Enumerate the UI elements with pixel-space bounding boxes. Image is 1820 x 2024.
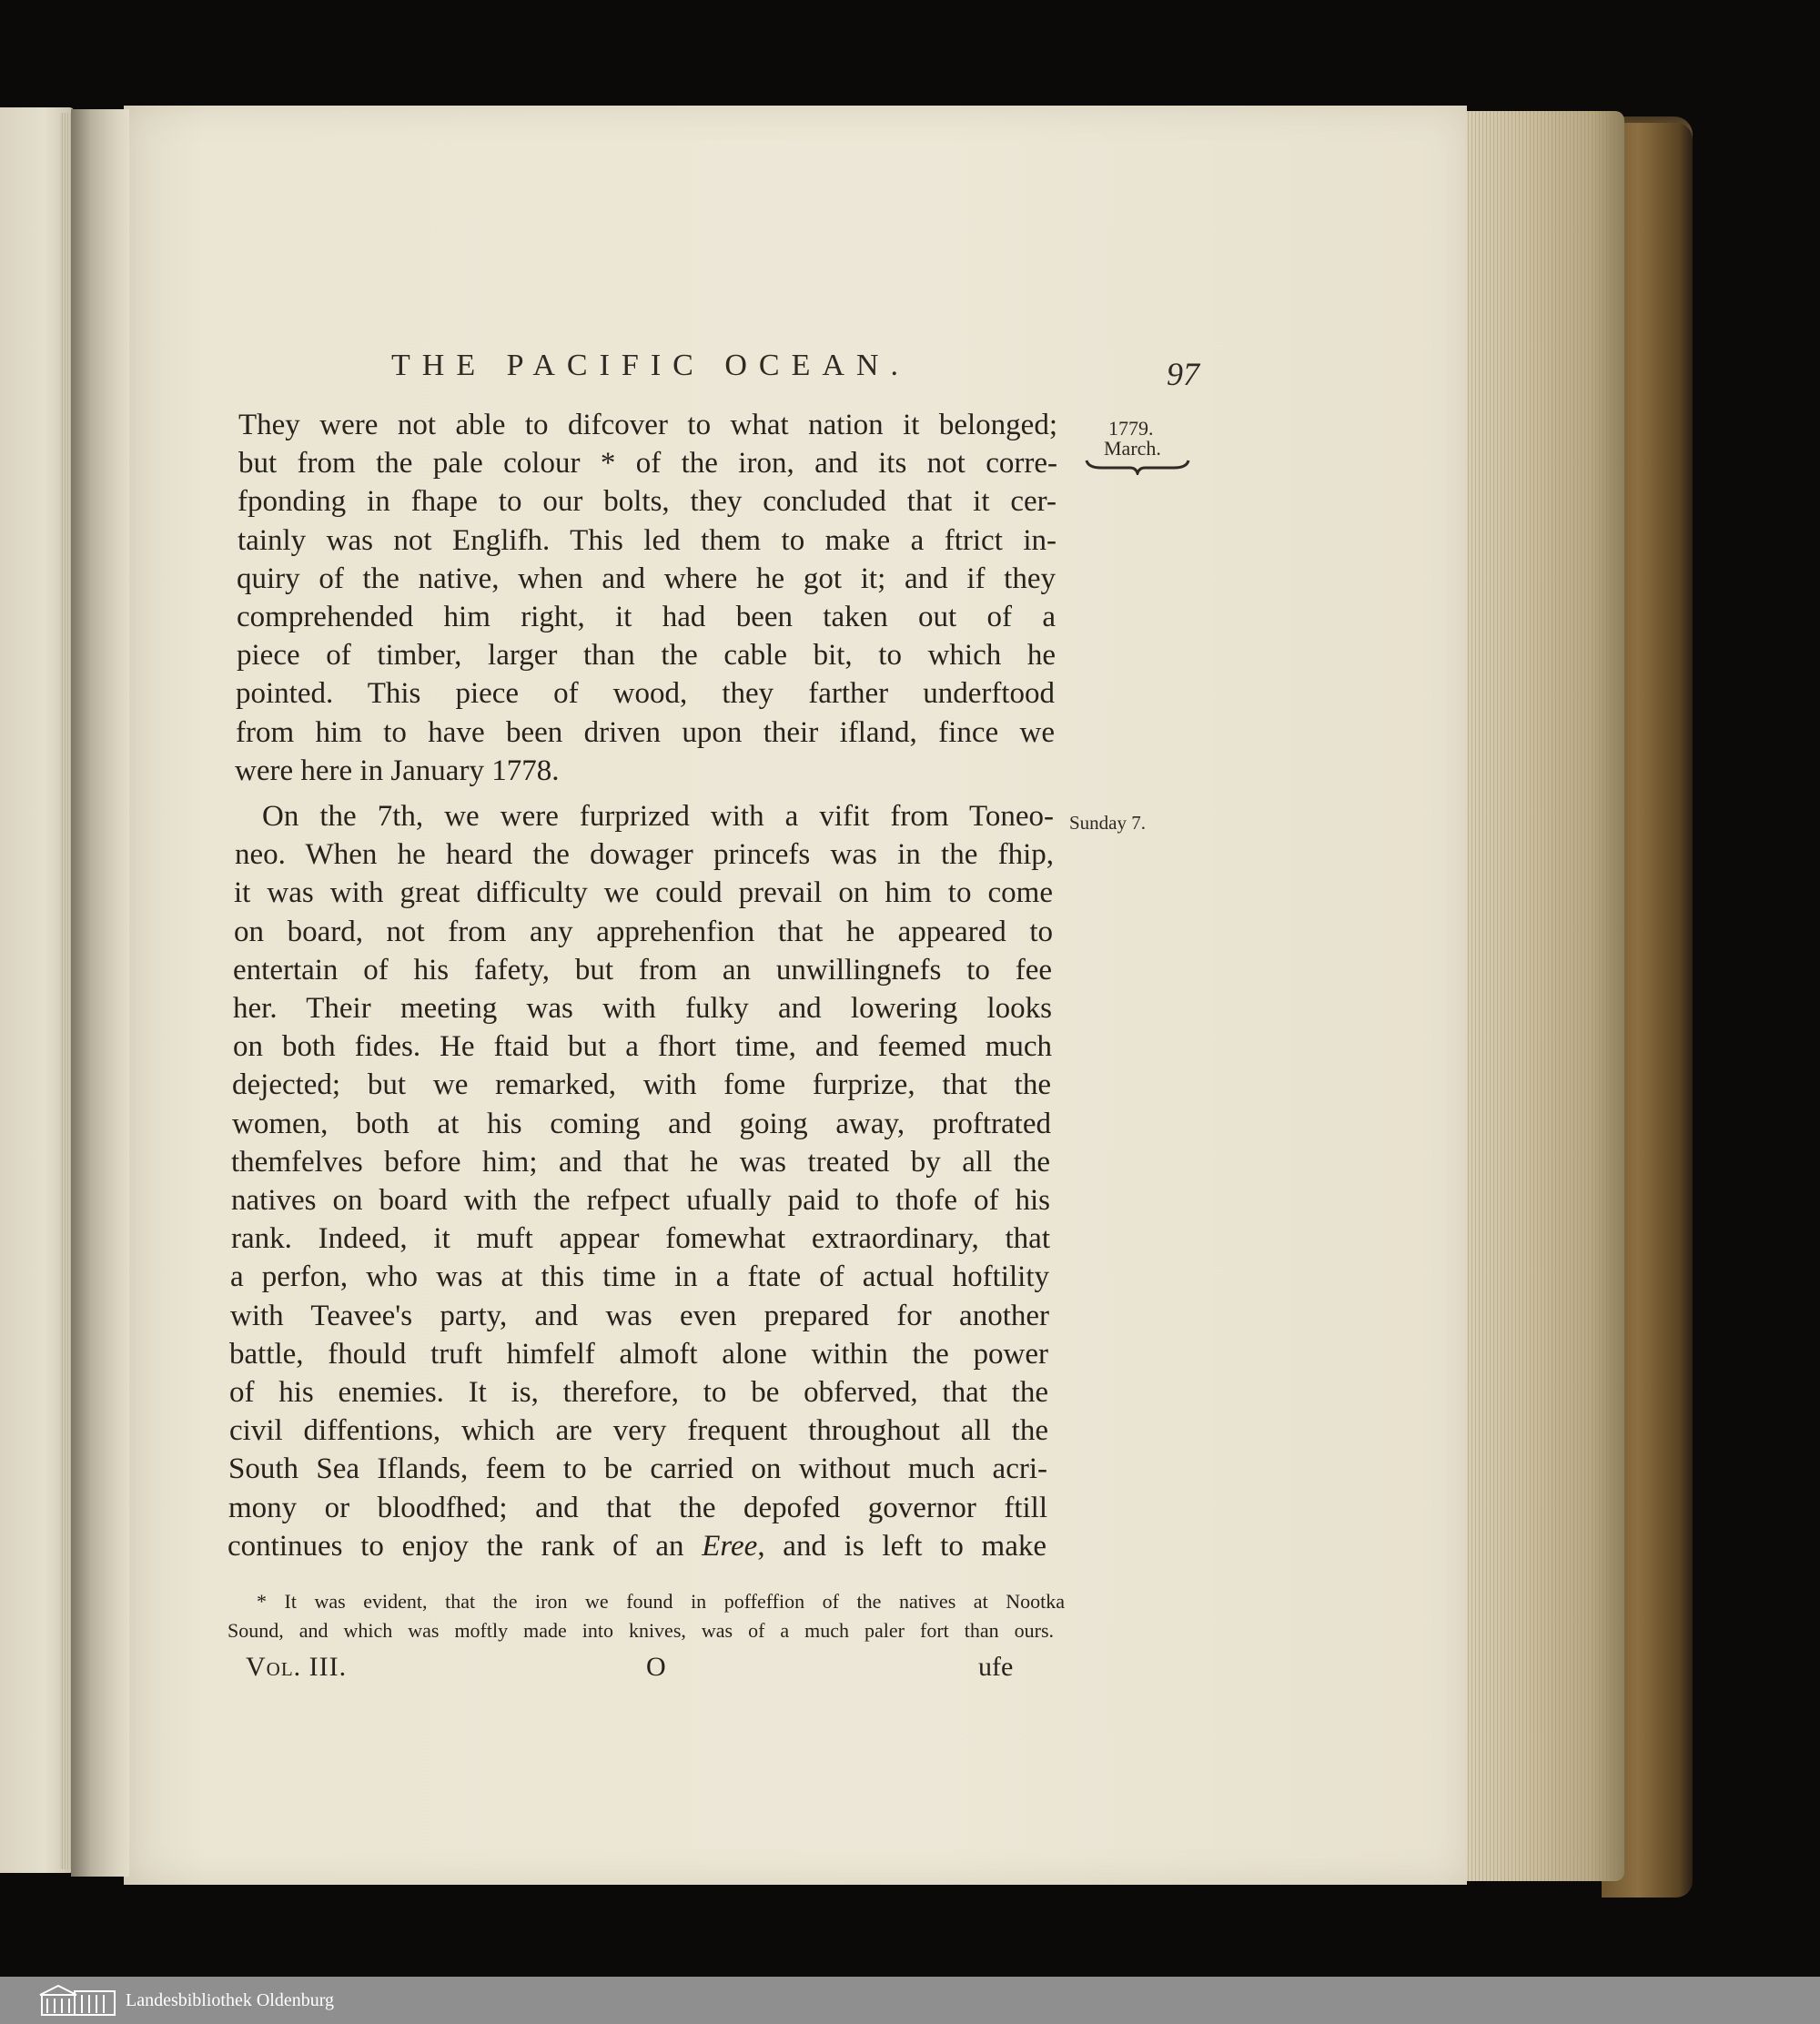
margin-year: 1779. [1108, 417, 1154, 440]
text-line: natives on board with the refpect ufually paid to thofe of his [231, 1184, 1050, 1217]
text-line: neo. When he heard the dowager princefs was in the fhip, [235, 838, 1054, 872]
text-line: themfelves before him; and that he was treated by all the [231, 1145, 1050, 1179]
footnote-line: Sound, and which was moftly made into knives, was of a much paler fort than ours. [228, 1619, 1054, 1642]
library-building-icon [36, 1982, 118, 2019]
text-line: a perfon, who was at this time in a ftate of actual hoftility [230, 1260, 1049, 1294]
text-line: but from the pale colour * of the iron, and its not corre- [238, 447, 1057, 481]
text-line: civil diffentions, which are very frequent throughout all the [229, 1414, 1048, 1448]
footnote-line: * It was evident, that the iron we found in poffeffion of the natives at Nootka [257, 1590, 1065, 1613]
text-line: On the 7th, we were furprized with a vifit from Toneo- [262, 800, 1054, 833]
text-line [228, 1528, 1046, 1564]
text-line: dejected; but we remarked, with fome furprize, that the [232, 1068, 1051, 1102]
library-footer [0, 1977, 1820, 2024]
italic-word: Eree [702, 1529, 758, 1563]
page-number: 97 [1167, 356, 1199, 392]
text-line: of his enemies. It is, therefore, to be obferved, that the [229, 1376, 1048, 1409]
text-line: quiry of the native, when and where he got it; and if they [237, 562, 1056, 595]
text-line: with Teavee's party, and was even prepared for another [230, 1299, 1049, 1332]
text-line: women, both at his coming and going away, proftrated [232, 1107, 1051, 1140]
library-name: Landesbibliothek Oldenburg [126, 1989, 335, 2010]
book-gutter [71, 109, 129, 1877]
text-line: entertain of his fafety, but from an unwillingnefs to fee [233, 953, 1052, 987]
text-line: on both fides. He ftaid but a fhort time, and feemed much [233, 1030, 1052, 1064]
text-line: from him to have been driven upon their ifland, fince we [236, 715, 1055, 749]
text-line: mony or bloodfhed; and that the depofed governor ftill [228, 1491, 1047, 1524]
text-span: continues to enjoy the rank of an [228, 1529, 684, 1563]
text-line: pointed. This piece of wood, they farther underftood [236, 677, 1055, 711]
volume-signature: Vol. III. [246, 1652, 348, 1682]
text-line: battle, fhould truft himfelf almoft alone within the power [229, 1337, 1048, 1371]
text-line: tainly was not Englifh. This led them to make a ftrict in- [238, 523, 1057, 557]
signature-mark: O [646, 1652, 666, 1682]
text-line: on board, not from any apprehenfion that he appeared to [234, 915, 1053, 948]
text-line: her. Their meeting was with fulky and lowering looks [233, 992, 1052, 1025]
text-line: fponding in fhape to our bolts, they concluded that it cer- [238, 485, 1057, 519]
text-span: , and is left to make [757, 1529, 1047, 1563]
margin-brace-icon [1083, 457, 1192, 475]
page-fore-edge [1461, 111, 1624, 1881]
text-line: it was with great difficulty we could prevail on him to come [234, 876, 1053, 910]
text-line: piece of timber, larger than the cable bit, to which he [237, 639, 1056, 673]
text-line: They were not able to difcover to what nation it belonged; [238, 409, 1057, 441]
running-head: THE PACIFIC OCEAN. [391, 349, 910, 382]
text-line: comprehended him right, it had been taken out of a [237, 601, 1056, 633]
text-line: rank. Indeed, it muft appear fomewhat extraordinary, that [231, 1222, 1050, 1256]
text-line: South Sea Iflands, feem to be carried on without much acri- [228, 1452, 1047, 1486]
text-line: were here in January 1778. [235, 754, 560, 787]
margin-month: March. [1104, 437, 1161, 460]
margin-day-note: Sunday 7. [1069, 812, 1146, 834]
catchword: ufe [978, 1652, 1014, 1682]
